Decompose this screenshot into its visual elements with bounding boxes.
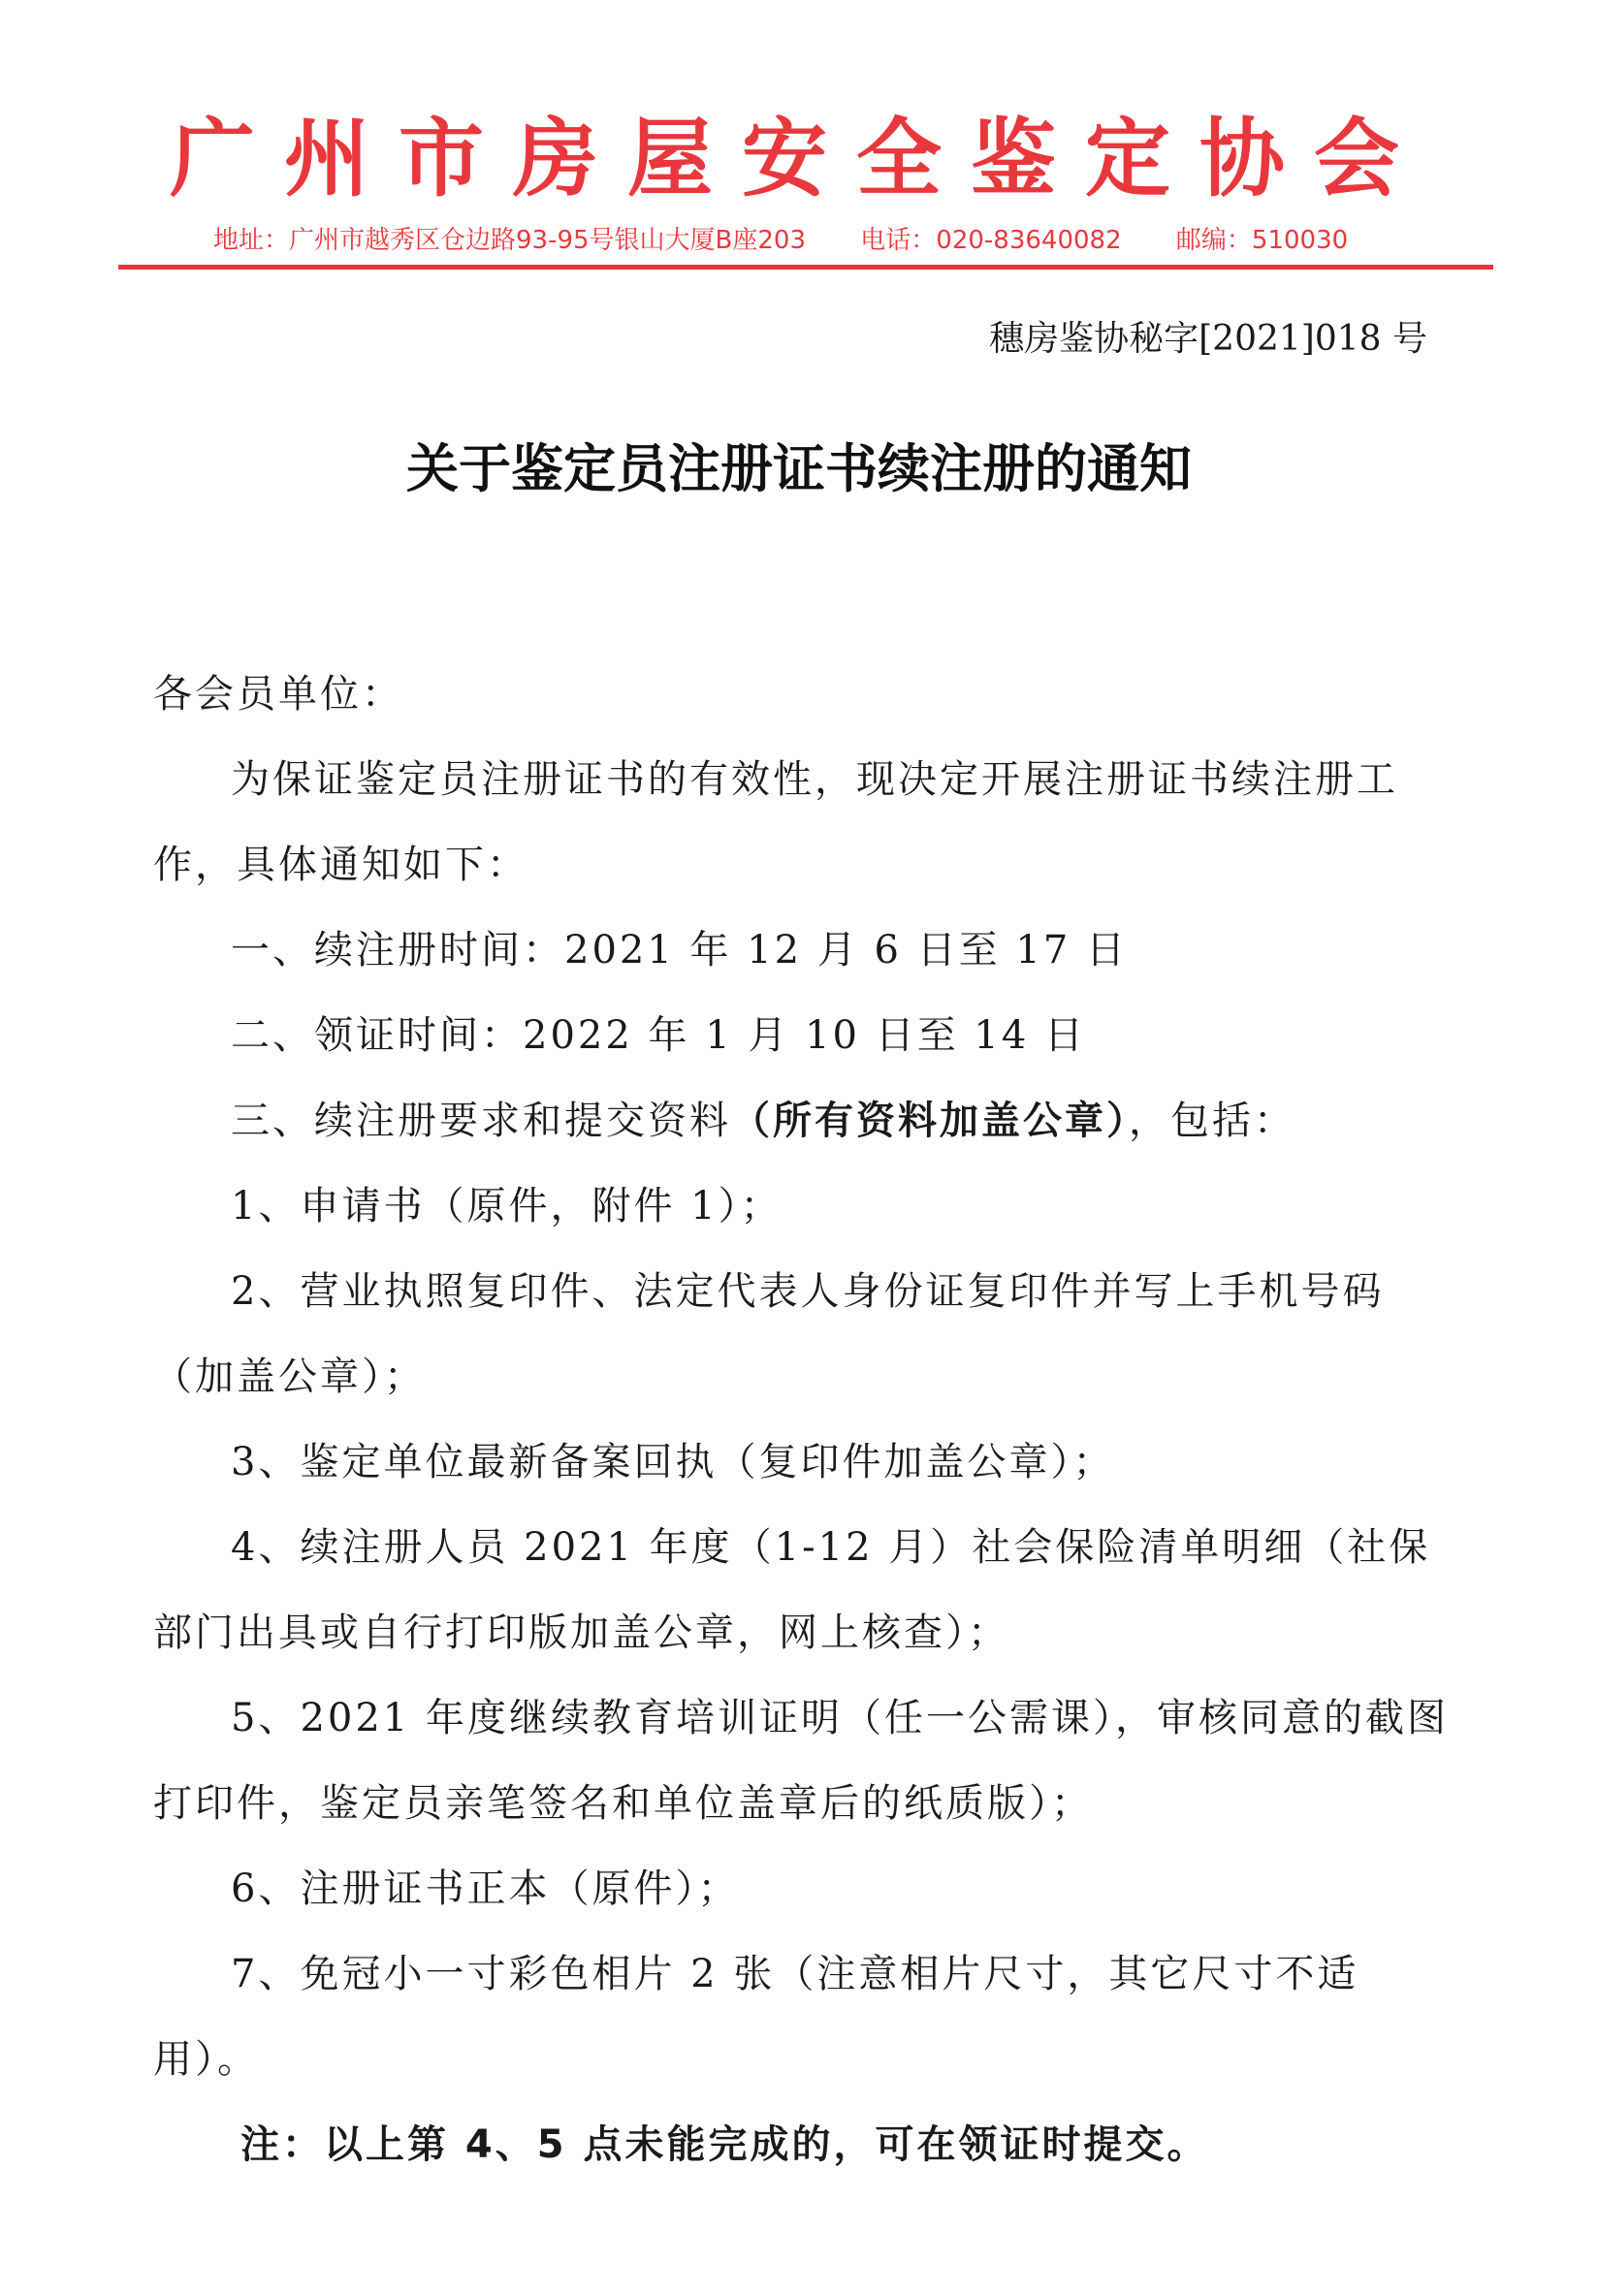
item-requirements-prefix: 三、续注册要求和提交资料 <box>231 1099 731 1143</box>
letterhead-divider <box>118 265 1493 270</box>
letterhead-phone: 电话：020-83640082 <box>860 226 1122 255</box>
item-requirements-emphasis: （所有资料加盖公章） <box>731 1099 1129 1143</box>
requirement-item: 3、鉴定单位最新备案回执（复印件加盖公章）； <box>231 1440 1115 1484</box>
document-number: 穗房鉴协秘字[2021]018 号 <box>989 319 1427 359</box>
document-body <box>153 652 1464 2187</box>
document-title: 关于鉴定员注册证书续注册的通知 <box>406 438 1192 499</box>
requirement-item: 7、免冠小一寸彩色相片 2 张（注意相片尺寸，其它尺寸不适用）。 <box>153 1952 1359 2082</box>
letterhead-postcode: 邮编：510030 <box>1175 226 1349 255</box>
item-collection-time: 二、领证时间：2022 年 1 月 10 日至 14 日 <box>231 1013 1087 1058</box>
item-renewal-time: 一、续注册时间：2021 年 12 月 6 日至 17 日 <box>231 928 1129 973</box>
requirement-item: 6、注册证书正本（原件）； <box>231 1866 740 1911</box>
requirement-item: 2、营业执照复印件、法定代表人身份证复印件并写上手机号码（加盖公章）； <box>153 1269 1385 1399</box>
closing-note: 注：以上第 4、5 点未能完成的，可在领证时提交。 <box>240 2122 1209 2167</box>
item-requirements-heading <box>153 1078 1464 1164</box>
letterhead-org-name: 广州市房屋安全鉴定协会 <box>169 108 1428 208</box>
requirement-item: 5、2021 年度继续教育培训证明（任一公需课），审核同意的截图打印件，鉴定员亲笔签名和单位盖章后的纸质版）； <box>153 1696 1449 1826</box>
letterhead-contact <box>213 221 1482 260</box>
item-requirements-suffix: ，包括： <box>1129 1099 1295 1143</box>
letterhead-address: 地址：广州市越秀区仓边路93-95号银山大厦B座203 <box>213 226 807 255</box>
salutation: 各会员单位： <box>153 672 403 717</box>
requirement-item: 4、续注册人员 2021 年度（1-12 月）社会保险清单明细（社保部门出具或自行打印版加盖公章，网上核查）； <box>153 1525 1431 1655</box>
intro-paragraph: 为保证鉴定员注册证书的有效性，现决定开展注册证书续注册工作，具体通知如下： <box>153 757 1398 887</box>
requirement-item: 1、申请书（原件，附件 1）； <box>231 1184 783 1228</box>
